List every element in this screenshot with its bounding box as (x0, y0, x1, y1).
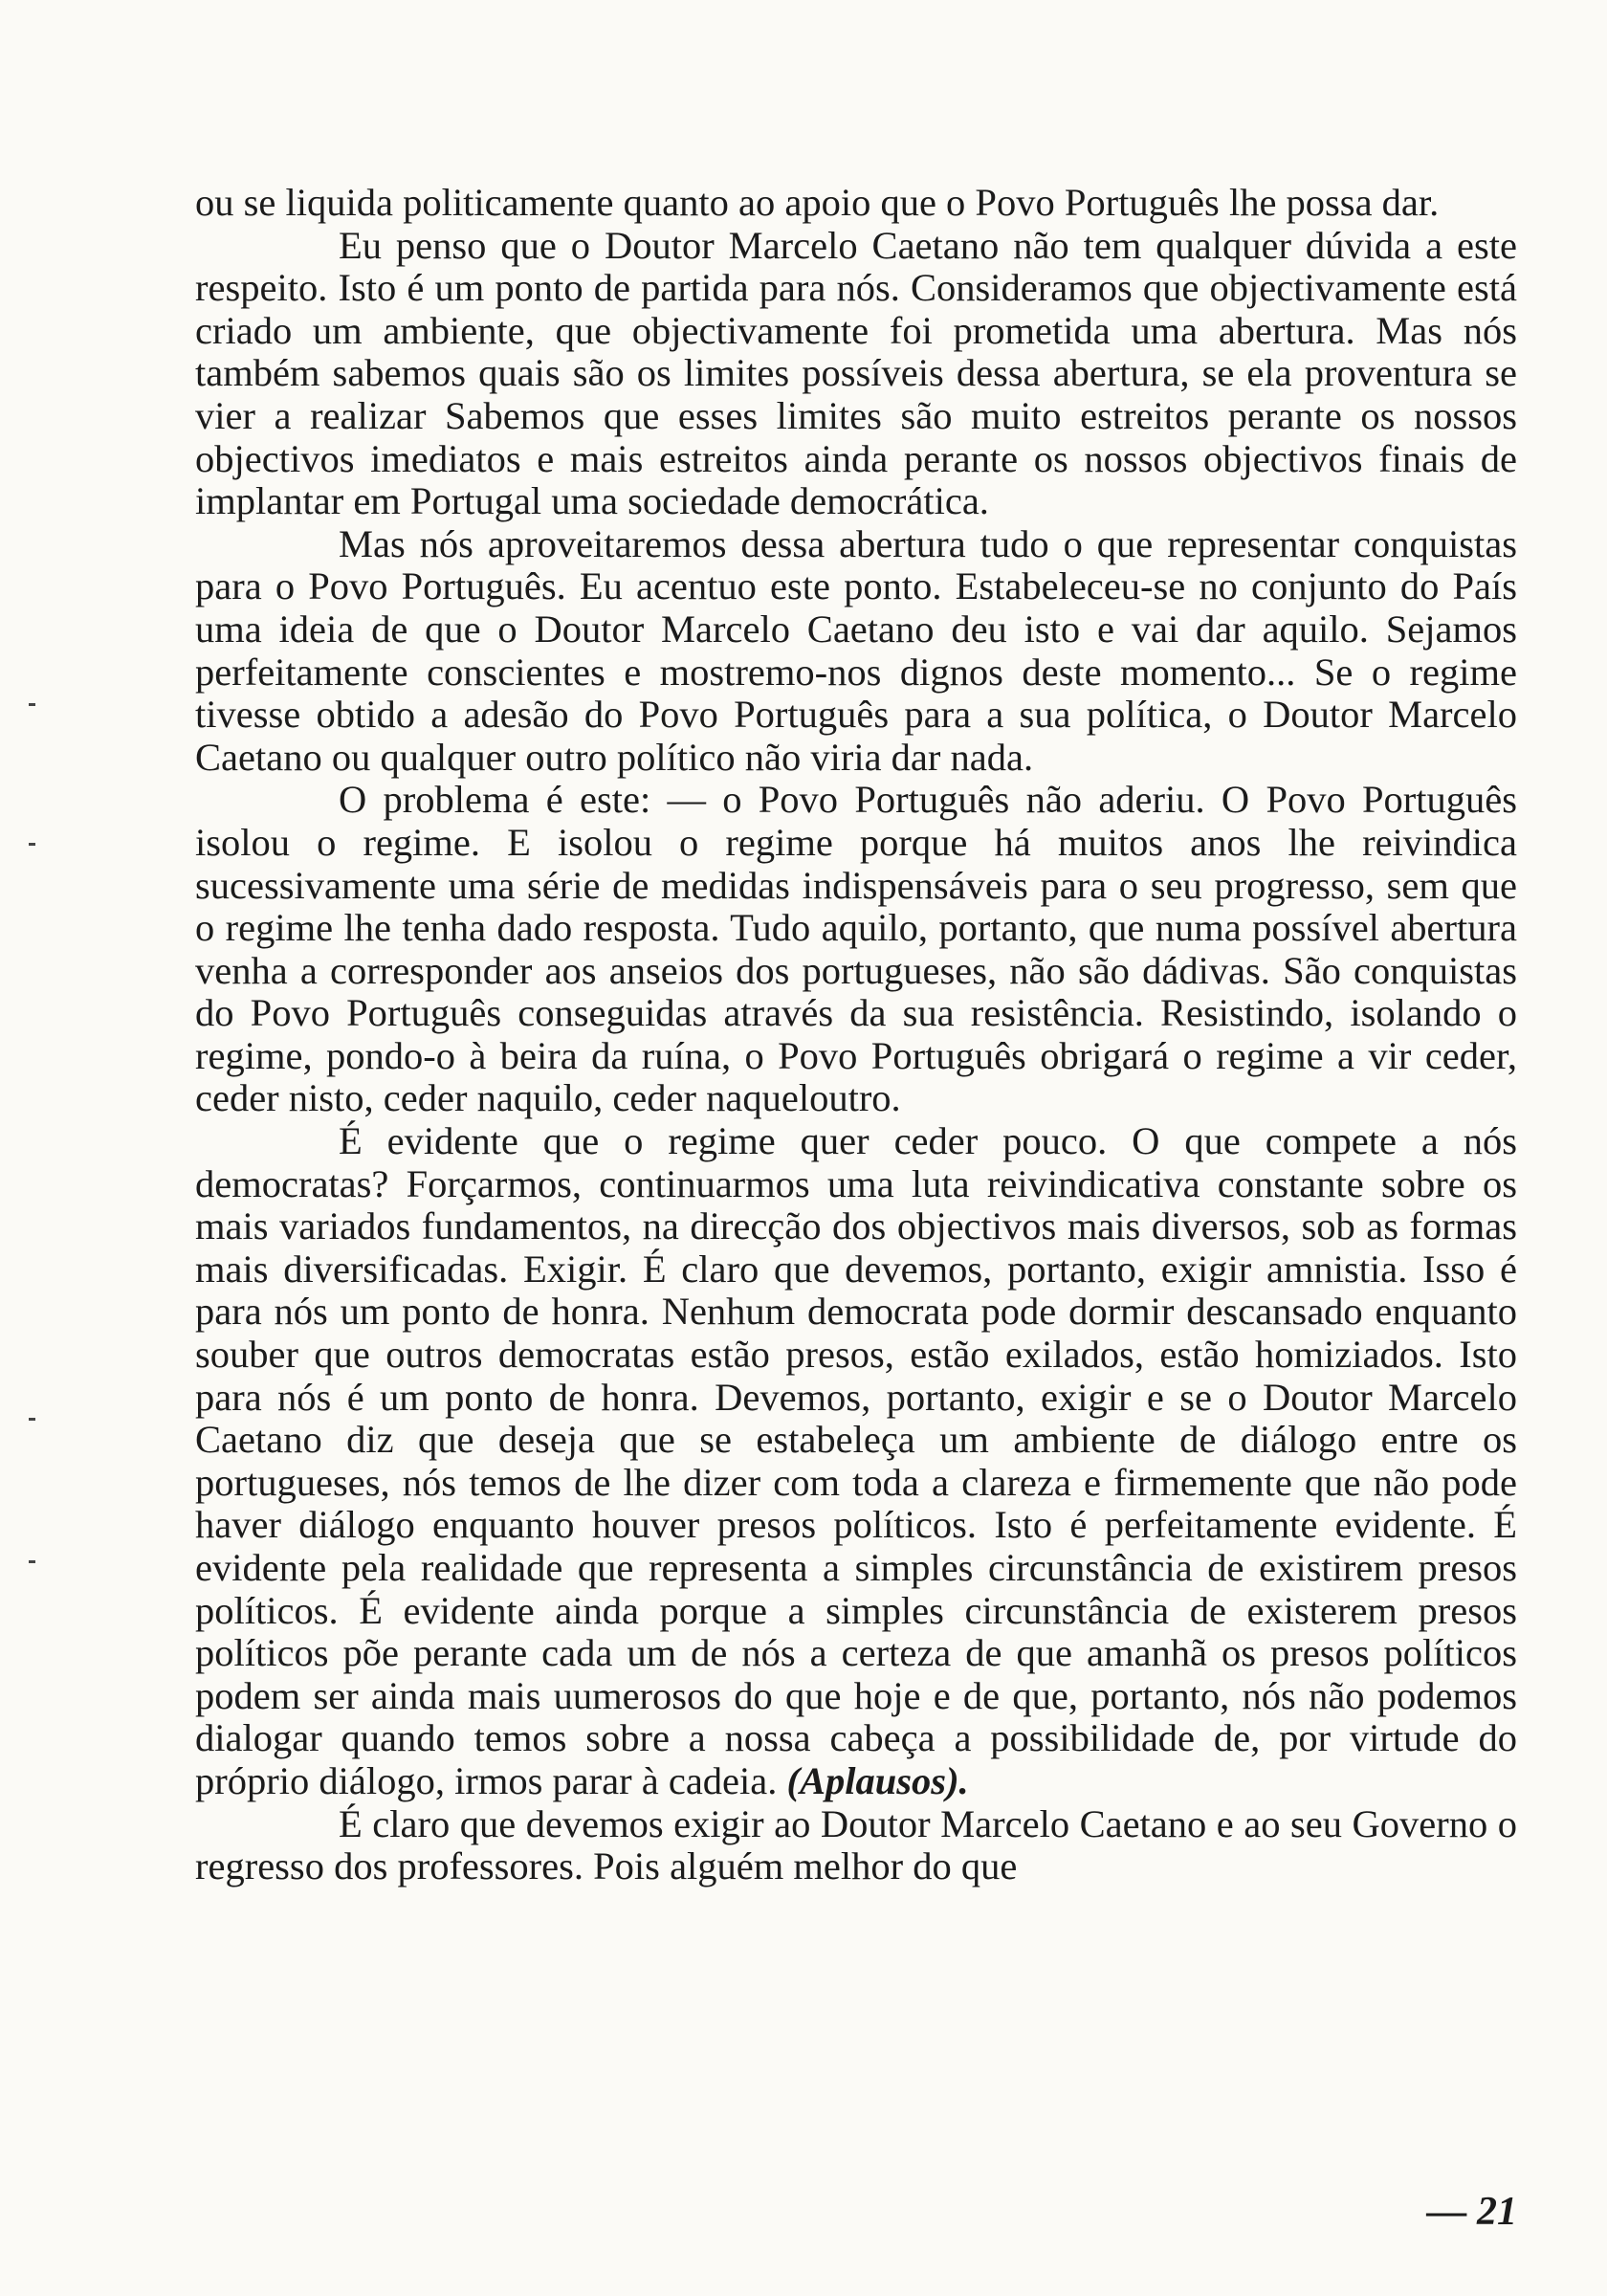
margin-mark (29, 1560, 35, 1563)
margin-mark (29, 843, 35, 846)
margin-mark (29, 1418, 35, 1421)
page-number: — 21 (1426, 2190, 1517, 2234)
paragraph-4: O problema é este: — o Povo Português não aderiu. O Povo Português isolou o regime. E isolou o regime porque há muitos anos lhe reivindica sucessivamente uma série de medidas indispensáveis para o seu progresso, sem que o regime lhe tenha dado resposta. Tudo aquilo, portanto, que numa possível abertura venha a corresponder aos anseios dos portugueses, não são dádivas. São conquistas do Povo Português conseguidas através da sua resistência. Resistindo, isolando o regime, pondo-o à beira da ruína, o Povo Português obrigará o regime a vir ceder, ceder nisto, ceder naquilo, ceder naqueloutro. (195, 778, 1517, 1120)
paragraph-3: Mas nós aproveitaremos dessa abertura tudo o que representar conquistas para o Povo Português. Eu acentuo este ponto. Estabeleceu-se no conjunto do País uma ideia de que o Doutor Marcelo Caetano deu isto e vai dar aquilo. Sejamos perfeitamente conscientes e mostremo-nos dignos deste momento... Se o regime tivesse obtido a adesão do Povo Português para a sua política, o Doutor Marcelo Caetano ou qualquer outro político não viria dar nada. (195, 521, 1517, 779)
paragraph-5 (195, 1120, 1517, 1803)
paragraph-6: É claro que devemos exigir ao Doutor Marcelo Caetano e ao seu Governo o regresso dos professores. Pois alguém melhor do que (195, 1801, 1517, 1888)
margin-mark (29, 703, 35, 706)
paragraph-2: Eu penso que o Doutor Marcelo Caetano não tem qualquer dúvida a este respeito. Isto é um ponto de partida para nós. Consideramos que objectivamente está criado um ambiente, que objectivamente foi prometida uma abertura. Mas nós também sabemos quais são os limites possíveis dessa abertura, se ela proventura se vier a realizar Sabemos que esses limites são muito estreitos perante os nossos objectivos imediatos e mais estreitos ainda perante os nossos objectivos finais de implantar em Portugal uma sociedade democrática. (195, 223, 1517, 523)
page-body (195, 182, 1517, 1888)
applause-note: (Aplausos). (786, 1758, 969, 1802)
paragraph-5-text: É evidente que o regime quer ceder pouco. O que compete a nós democratas? Forçarmos, continuarmos uma luta reivindicativa constante sobre os mais variados fundamentos, na direcção dos objectivos mais diversos, sob as formas mais diversificadas. Exigir. É claro que devemos, portanto, exigir amnistia. Isso é para nós um ponto de honra. Nenhum democrata pode dormir descansado enquanto souber que outros democratas estão presos, estão exilados, estão homiziados. Isto para nós é um ponto de honra. Devemos, portanto, exigir e se o Doutor Marcelo Caetano diz que deseja que se estabeleça um ambiente de diálogo entre os portugueses, nós temos de lhe dizer com toda a clareza e firmemente que não pode haver diálogo enquanto houver presos políticos. Isto é perfeitamente evidente. É evidente pela realidade que representa a simples circunstância de existirem presos políticos. É evidente ainda porque a simples circunstância de existerem presos políticos põe perante cada um de nós a certeza de que amanhã os presos políticos podem ser ainda mais uumerosos do que hoje e de que, portanto, nós não podemos dialogar quando temos sobre a nossa cabeça a possibilidade de, por virtude do próprio diálogo, irmos parar à cadeia. (195, 1119, 1517, 1802)
paragraph-1: ou se liquida politicamente quanto ao apoio que o Povo Português lhe possa dar. (195, 181, 1440, 224)
